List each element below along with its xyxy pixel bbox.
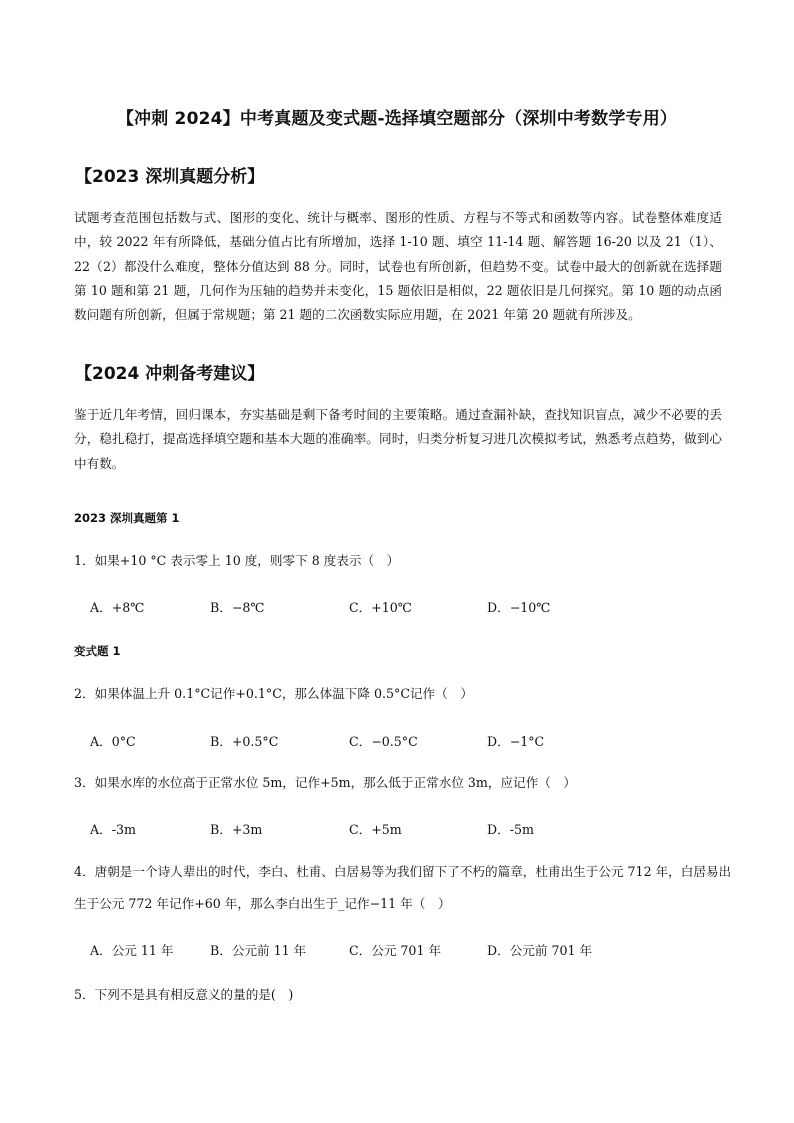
option-b: B．公元前 11 年: [210, 943, 307, 958]
option-d: D．-5m: [487, 822, 534, 837]
option-b: B．+3m: [210, 822, 263, 837]
option-c: C．−0.5°C: [349, 734, 418, 749]
question-2-options: [90, 731, 730, 751]
option-c: C．公元 701 年: [349, 943, 442, 958]
question-1-options: [90, 597, 730, 617]
analysis-heading: 【2023 深圳真题分析】: [75, 167, 265, 187]
advice-heading: 【2024 冲刺备考建议】: [75, 364, 265, 384]
option-b: B．−8℃: [210, 600, 265, 615]
option-a: A．+8℃: [90, 600, 145, 615]
option-b: B．+0.5°C: [210, 734, 279, 749]
option-d: D．公元前 701 年: [487, 943, 593, 958]
option-a: A．0°C: [90, 734, 136, 749]
option-c: C．+5m: [349, 822, 402, 837]
question-2-stem: 2．如果体温上升 0.1°C记作+0.1°C，那么体温下降 0.5°C记作（ ）: [74, 686, 473, 701]
option-d: D．−10℃: [487, 600, 551, 615]
real-exam-heading: 2023 深圳真题第 1: [74, 511, 180, 525]
question-4-stem: 4．唐朝是一个诗人辈出的时代，李白、杜甫、白居易等为我们留下了不朽的篇章，杜甫出生于公元 712 年，白居易出生于公元 772 年记作+60 年，那么李白出生于_记作−11 年（ ）: [74, 864, 732, 911]
question-5-stem: 5．下列不是具有相反意义的量的是( ): [74, 987, 294, 1002]
variant-heading: 变式题 1: [74, 644, 121, 658]
analysis-paragraph: 试题考查范围包括数与式、图形的变化、统计与概率、图形的性质、方程与不等式和函数等内容。试卷整体难度适中，较 2022 年有所降低，基础分值占比有所增加，选择 1-10 题、填空 11-14 题、解答题 16-20 以及 21（1）、22（2）都没什么难度，整体分值达到 88 分。同时，试卷也有所创新，但趋势不变。试卷中最大的创新就在选择题第 10 题和第 21 题，几何作为压轴的趋势并未变化，15 题依旧是相似，22 题依旧是几何探究。第 10 题的动点函数问题有所创新，但属于常规题；第 21 题的二次函数实际应用题，在 2021 年第 20 题就有所涉及。: [74, 210, 722, 323]
question-4-options: [90, 940, 730, 960]
advice-paragraph: 鉴于近几年考情，回归课本，夯实基础是剩下备考时间的主要策略。通过查漏补缺，查找知识盲点，减少不必要的丢分，稳扎稳打，提高选择填空题和基本大题的准确率。同时，归类分析复习进几次模拟考试，熟悉考点趋势，做到心中有数。: [74, 407, 722, 471]
option-d: D．−1°C: [487, 734, 545, 749]
question-1-stem: 1．如果+10 °C 表示零上 10 度，则零下 8 度表示（ ）: [74, 553, 400, 568]
option-a: A．公元 11 年: [90, 943, 174, 958]
option-c: C．+10℃: [349, 600, 412, 615]
document-title: 【冲刺 2024】中考真题及变式题-选择填空题部分（深圳中考数学专用）: [116, 109, 678, 129]
option-a: A．-3m: [90, 822, 136, 837]
question-3-options: [90, 819, 730, 839]
question-3-stem: 3．如果水库的水位高于正常水位 5m，记作+5m，那么低于正常水位 3m，应记作（ ）: [74, 775, 577, 790]
